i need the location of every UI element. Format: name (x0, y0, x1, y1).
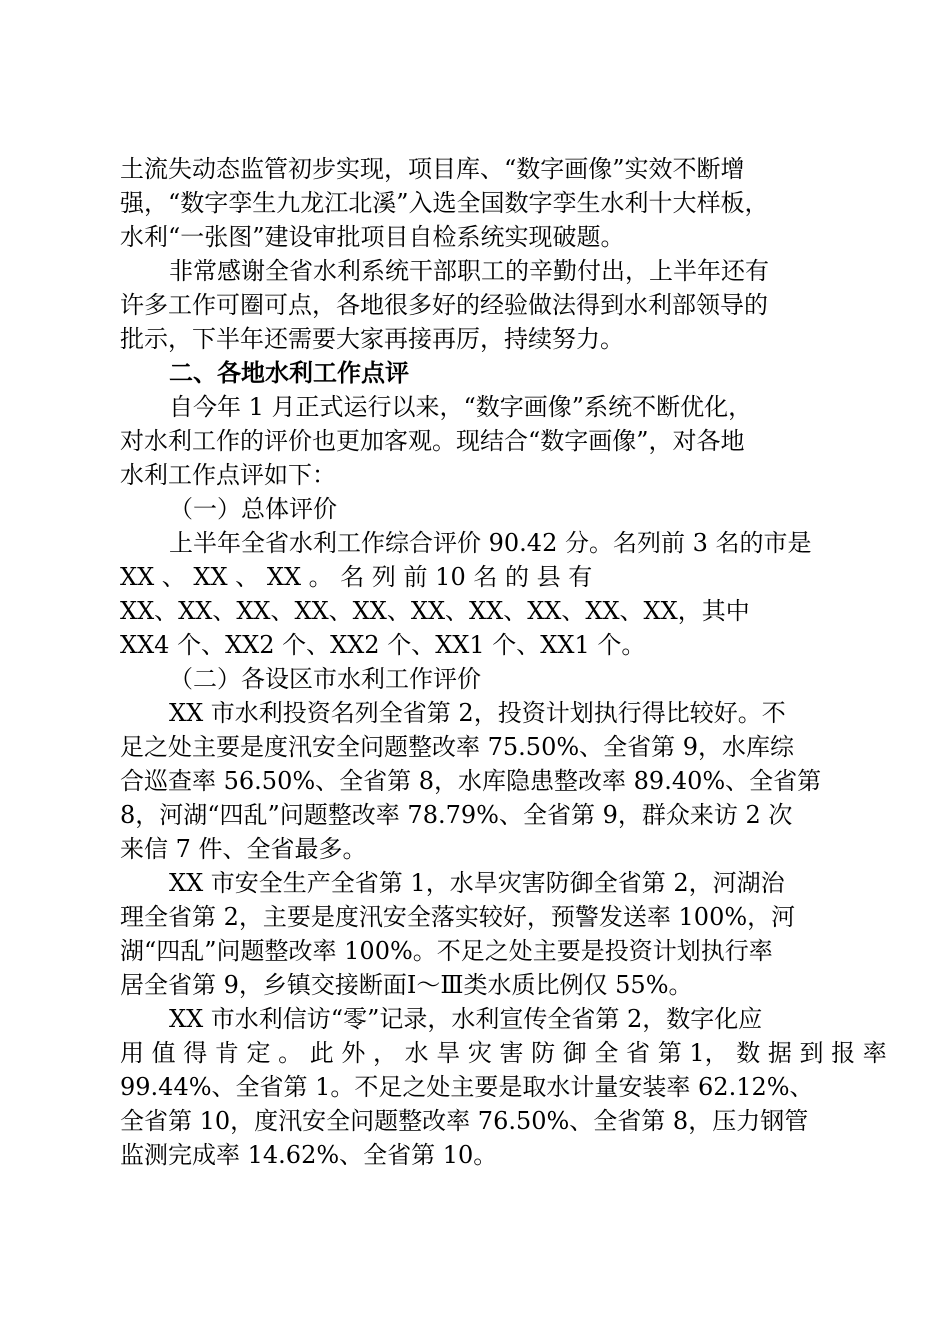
text-line: 8，河湖“四乱”问题整改率 78.79%、全省第 9，群众来访 2 次 (120, 801, 793, 829)
text-line: XX4 个、XX2 个、XX2 个、XX1 个、XX1 个。 (120, 631, 646, 659)
paragraph-p6 (120, 866, 825, 1002)
text-line: XX 市安全生产全省第 1，水旱灾害防御全省第 2，河湖治 (169, 869, 785, 897)
text-line: XX 市水利投资名列全省第 2，投资计划执行得比较好。不 (169, 699, 786, 727)
text-line: 上半年全省水利工作综合评价 90.42 分。名列前 3 名的市是 (169, 529, 812, 557)
text-line: 水利工作点评如下： (120, 461, 336, 489)
text-line: 理全省第 2，主要是度汛安全落实较好，预警发送率 100%，河 (120, 903, 796, 931)
text-line: 监测完成率 14.62%、全省第 10。 (120, 1141, 498, 1169)
text-line: 用 值 得 肯 定 。 此 外 ， 水 旱 灾 害 防 御 全 省 第 1， 数 据 到 报 率 (120, 1039, 887, 1067)
subsection-heading: （一）总体评价 (169, 495, 337, 523)
text-line: 湖“四乱”问题整改率 100%。不足之处主要是投资计划执行率 (120, 937, 773, 965)
text-line: 许多工作可圈可点，各地很多好的经验做法得到水利部领导的 (120, 291, 768, 319)
text-line: 土流失动态监管初步实现，项目库、“数字画像”实效不断增 (120, 155, 745, 183)
paragraph-p1 (120, 152, 825, 254)
text-line: 强，“数字孪生九龙江北溪”入选全国数字孪生水利十大样板， (120, 189, 769, 217)
text-line: XX 市水利信访“零”记录，水利宣传全省第 2，数字化应 (169, 1005, 763, 1033)
text-line: 非常感谢全省水利系统干部职工的辛勤付出，上半年还有 (169, 257, 769, 285)
text-line: 自今年 1 月正式运行以来，“数字画像”系统不断优化， (169, 393, 753, 421)
text-line: 合巡查率 56.50%、全省第 8，水库隐患整改率 89.40%、全省第 (120, 767, 822, 795)
paragraph-p4 (120, 526, 825, 662)
text-line: 对水利工作的评价也更加客观。现结合“数字画像”，对各地 (120, 427, 745, 455)
subsection-heading: （二）各设区市水利工作评价 (169, 665, 481, 693)
text-line: 全省第 10，度汛安全问题整改率 76.50%、全省第 8，压力钢管 (120, 1107, 809, 1135)
paragraph-p7 (120, 1002, 887, 1172)
text-line: 居全省第 9，乡镇交接断面Ⅰ～Ⅲ类水质比例仅 55%。 (120, 971, 693, 999)
paragraph-p5 (120, 696, 825, 866)
text-line: 水利“一张图”建设审批项目自检系统实现破题。 (120, 223, 625, 251)
text-line: 足之处主要是度汛安全问题整改率 75.50%、全省第 9，水库综 (120, 733, 795, 761)
text-line: XX 、 XX 、 XX 。 名 列 前 10 名 的 县 有 (120, 563, 593, 591)
text-line: 来信 7 件、全省最多。 (120, 835, 367, 863)
text-line: 批示，下半年还需要大家再接再厉，持续努力。 (120, 325, 624, 353)
paragraph-p2 (120, 254, 825, 356)
paragraph-p3 (120, 390, 825, 492)
text-line: XX、XX、XX、XX、XX、XX、XX、XX、XX、XX，其中 (120, 597, 750, 625)
text-line: 99.44%、全省第 1。不足之处主要是取水计量安装率 62.12%、 (120, 1073, 814, 1101)
document-page (120, 152, 887, 1172)
section-heading: 二、各地水利工作点评 (169, 359, 409, 387)
